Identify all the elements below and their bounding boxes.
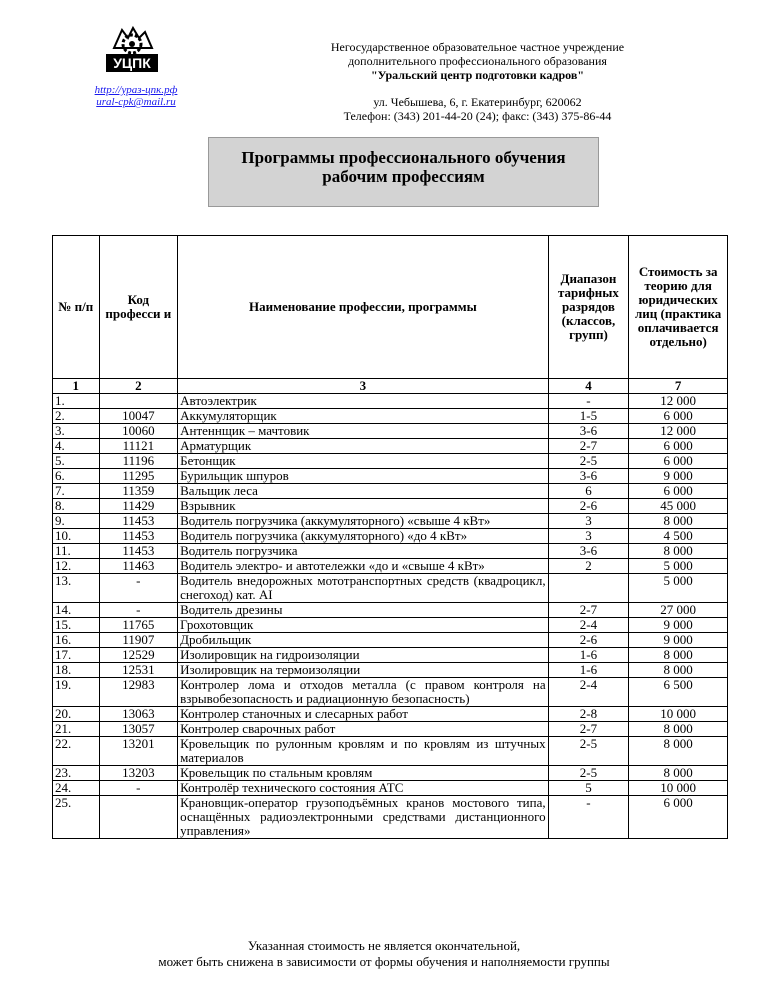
row-name: Арматурщик — [178, 439, 548, 454]
page-title — [208, 137, 599, 207]
table-row — [53, 409, 728, 424]
column-number: 4 — [548, 379, 629, 394]
row-range: 3 — [548, 514, 629, 529]
row-code: 11463 — [99, 559, 178, 574]
programs-table — [52, 235, 728, 839]
row-number: 24. — [53, 781, 100, 796]
row-number: 12. — [53, 559, 100, 574]
row-range: 5 — [548, 781, 629, 796]
row-code: 13063 — [99, 707, 178, 722]
row-code — [99, 796, 178, 839]
row-cost: 8 000 — [629, 544, 728, 559]
table-row — [53, 469, 728, 484]
row-cost: 6 000 — [629, 796, 728, 839]
table-row — [53, 618, 728, 633]
table-row — [53, 499, 728, 514]
row-number: 5. — [53, 454, 100, 469]
row-name: Контролер лома и отходов металла (с правом контроля на взрывобезопасность и радиационную безопасность) — [178, 678, 548, 707]
row-number: 15. — [53, 618, 100, 633]
row-name: Аккумуляторщик — [178, 409, 548, 424]
table-row — [53, 633, 728, 648]
row-name: Водитель погрузчика (аккумуляторного) «свыше 4 кВт» — [178, 514, 548, 529]
row-range: 2-8 — [548, 707, 629, 722]
row-cost: 5 000 — [629, 559, 728, 574]
row-cost: 45 000 — [629, 499, 728, 514]
row-range: 2-7 — [548, 603, 629, 618]
phone: Телефон: (343) 201-44-20 (24); факс: (343) 375-86-44 — [343, 109, 612, 123]
row-code: 13203 — [99, 766, 178, 781]
row-name: Изолировщик на термоизоляции — [178, 663, 548, 678]
row-number: 23. — [53, 766, 100, 781]
table-row — [53, 544, 728, 559]
header-code: Код професси и — [99, 236, 178, 379]
row-name: Крановщик-оператор грузоподъёмных кранов мостового типа, оснащённых радиоэлектронными средствами дистанционного управления» — [178, 796, 548, 839]
org-line: Негосударственное образовательное частное учреждение — [330, 40, 625, 54]
table-row — [53, 766, 728, 781]
table-row — [53, 424, 728, 439]
table-row — [53, 529, 728, 544]
row-cost: 8 000 — [629, 663, 728, 678]
row-number: 7. — [53, 484, 100, 499]
row-cost: 8 000 — [629, 648, 728, 663]
row-number: 1. — [53, 394, 100, 409]
note-line: Указанная стоимость не является окончательной, — [247, 938, 521, 953]
row-code: 12531 — [99, 663, 178, 678]
row-name: Дробильщик — [178, 633, 548, 648]
table-row — [53, 454, 728, 469]
row-number: 18. — [53, 663, 100, 678]
row-code: 11907 — [99, 633, 178, 648]
row-code: 11295 — [99, 469, 178, 484]
table-row — [53, 707, 728, 722]
row-range: 6 — [548, 484, 629, 499]
table-row — [53, 484, 728, 499]
title-line: рабочим профессиям — [322, 167, 485, 186]
row-range: 3-6 — [548, 469, 629, 484]
row-name: Вальщик леса — [178, 484, 548, 499]
table-row — [53, 663, 728, 678]
row-range: 2-4 — [548, 678, 629, 707]
row-range: 2-5 — [548, 454, 629, 469]
address: ул. Чебышева, 6, г. Екатеринбург, 620062 — [373, 95, 582, 109]
row-cost: 8 000 — [629, 737, 728, 766]
row-number: 3. — [53, 424, 100, 439]
row-range: 3 — [548, 529, 629, 544]
column-number: 7 — [629, 379, 728, 394]
row-code: 12983 — [99, 678, 178, 707]
column-number: 2 — [99, 379, 178, 394]
table-row — [53, 603, 728, 618]
row-name: Контролер сварочных работ — [178, 722, 548, 737]
row-code: - — [99, 574, 178, 603]
header-cost: Стоимость за теорию для юридических лиц (практика оплачивается отдельно) — [629, 236, 728, 379]
ucpk-logo — [100, 24, 164, 76]
table-row — [53, 781, 728, 796]
row-number: 21. — [53, 722, 100, 737]
row-cost: 6 000 — [629, 439, 728, 454]
table-row — [53, 394, 728, 409]
row-number: 9. — [53, 514, 100, 529]
row-number: 4. — [53, 439, 100, 454]
row-range: 2-5 — [548, 737, 629, 766]
row-code: 11453 — [99, 514, 178, 529]
row-range: 1-5 — [548, 409, 629, 424]
row-cost: 5 000 — [629, 574, 728, 603]
row-name: Бурильщик шпуров — [178, 469, 548, 484]
row-name: Водитель погрузчика — [178, 544, 548, 559]
column-number: 3 — [178, 379, 548, 394]
table-row — [53, 559, 728, 574]
row-cost: 6 000 — [629, 409, 728, 424]
row-range: 2-7 — [548, 722, 629, 737]
table-row — [53, 796, 728, 839]
row-name: Кровельщик по стальным кровлям — [178, 766, 548, 781]
row-name: Водитель погрузчика (аккумуляторного) «до 4 кВт» — [178, 529, 548, 544]
address-block — [300, 95, 655, 123]
org-name: "Уральский центр подготовки кадров" — [371, 68, 584, 82]
row-number: 25. — [53, 796, 100, 839]
row-range: - — [548, 394, 629, 409]
row-cost: 9 000 — [629, 469, 728, 484]
row-range: 2-7 — [548, 439, 629, 454]
row-name: Изолировщик на гидроизоляции — [178, 648, 548, 663]
note-line: может быть снижена в зависимости от формы обучения и наполняемости группы — [158, 954, 610, 969]
row-name: Водитель внедорожных мототранспортных средств (квадроцикл, снегоход) кат. AI — [178, 574, 548, 603]
row-code: 13201 — [99, 737, 178, 766]
row-cost: 12 000 — [629, 394, 728, 409]
row-cost: 9 000 — [629, 618, 728, 633]
row-range: 3-6 — [548, 424, 629, 439]
row-number: 6. — [53, 469, 100, 484]
contact-links — [86, 84, 186, 108]
table-row — [53, 574, 728, 603]
row-name: Взрывник — [178, 499, 548, 514]
row-number: 11. — [53, 544, 100, 559]
row-range: 2-6 — [548, 499, 629, 514]
row-code: - — [99, 781, 178, 796]
row-range — [548, 574, 629, 603]
row-name: Автоэлектрик — [178, 394, 548, 409]
row-cost: 8 000 — [629, 766, 728, 781]
row-code: 10047 — [99, 409, 178, 424]
row-code: 13057 — [99, 722, 178, 737]
table-row — [53, 514, 728, 529]
row-range: 2-5 — [548, 766, 629, 781]
row-range: 2 — [548, 559, 629, 574]
row-range: 1-6 — [548, 648, 629, 663]
row-code: 11453 — [99, 529, 178, 544]
table-header-row — [53, 236, 728, 379]
title-line: Программы профессионального обучения — [241, 148, 566, 167]
row-number: 19. — [53, 678, 100, 707]
table-row — [53, 722, 728, 737]
row-cost: 12 000 — [629, 424, 728, 439]
column-number-row — [53, 379, 728, 394]
row-code: 11429 — [99, 499, 178, 514]
row-name: Антеннщик – мачтовик — [178, 424, 548, 439]
row-number: 20. — [53, 707, 100, 722]
row-cost: 6 000 — [629, 454, 728, 469]
column-number: 1 — [53, 379, 100, 394]
row-code: 11196 — [99, 454, 178, 469]
row-code: 11765 — [99, 618, 178, 633]
row-code: 12529 — [99, 648, 178, 663]
row-range: - — [548, 796, 629, 839]
table-row — [53, 737, 728, 766]
row-number: 14. — [53, 603, 100, 618]
row-code — [99, 394, 178, 409]
row-name: Грохотовщик — [178, 618, 548, 633]
row-code: 11359 — [99, 484, 178, 499]
row-number: 8. — [53, 499, 100, 514]
organization-info — [300, 40, 655, 82]
row-cost: 10 000 — [629, 781, 728, 796]
footer-note — [0, 938, 768, 970]
row-number: 16. — [53, 633, 100, 648]
row-number: 17. — [53, 648, 100, 663]
table-body — [53, 394, 728, 839]
row-cost: 6 500 — [629, 678, 728, 707]
row-code: 10060 — [99, 424, 178, 439]
row-cost: 8 000 — [629, 722, 728, 737]
row-number: 22. — [53, 737, 100, 766]
table-row — [53, 648, 728, 663]
svg-text:УЦПК: УЦПК — [113, 55, 151, 71]
row-code: 11453 — [99, 544, 178, 559]
row-cost: 27 000 — [629, 603, 728, 618]
org-line: дополнительного профессионального образования — [348, 54, 607, 68]
row-cost: 4 500 — [629, 529, 728, 544]
row-cost: 6 000 — [629, 484, 728, 499]
row-cost: 9 000 — [629, 633, 728, 648]
row-code: 11121 — [99, 439, 178, 454]
header-name: Наименование профессии, программы — [178, 236, 548, 379]
row-name: Контролёр технического состояния АТС — [178, 781, 548, 796]
row-number: 10. — [53, 529, 100, 544]
row-cost: 10 000 — [629, 707, 728, 722]
row-range: 3-6 — [548, 544, 629, 559]
header-range: Диапазон тарифных разрядов (классов, групп) — [548, 236, 629, 379]
row-name: Водитель электро- и автотележки «до и «свыше 4 кВт» — [178, 559, 548, 574]
table-row — [53, 678, 728, 707]
row-code: - — [99, 603, 178, 618]
row-name: Кровельщик по рулонным кровлям и по кровлям из штучных материалов — [178, 737, 548, 766]
website-link[interactable]: http://ураз-цпк.рф — [94, 84, 178, 96]
row-name: Бетонщик — [178, 454, 548, 469]
email-link[interactable]: ural-cpk@mail.ru — [96, 96, 176, 108]
header-num: № п/п — [53, 236, 100, 379]
row-cost: 8 000 — [629, 514, 728, 529]
table-row — [53, 439, 728, 454]
row-name: Контролер станочных и слесарных работ — [178, 707, 548, 722]
row-name: Водитель дрезины — [178, 603, 548, 618]
row-range: 2-6 — [548, 633, 629, 648]
row-number: 2. — [53, 409, 100, 424]
row-range: 2-4 — [548, 618, 629, 633]
row-number: 13. — [53, 574, 100, 603]
row-range: 1-6 — [548, 663, 629, 678]
